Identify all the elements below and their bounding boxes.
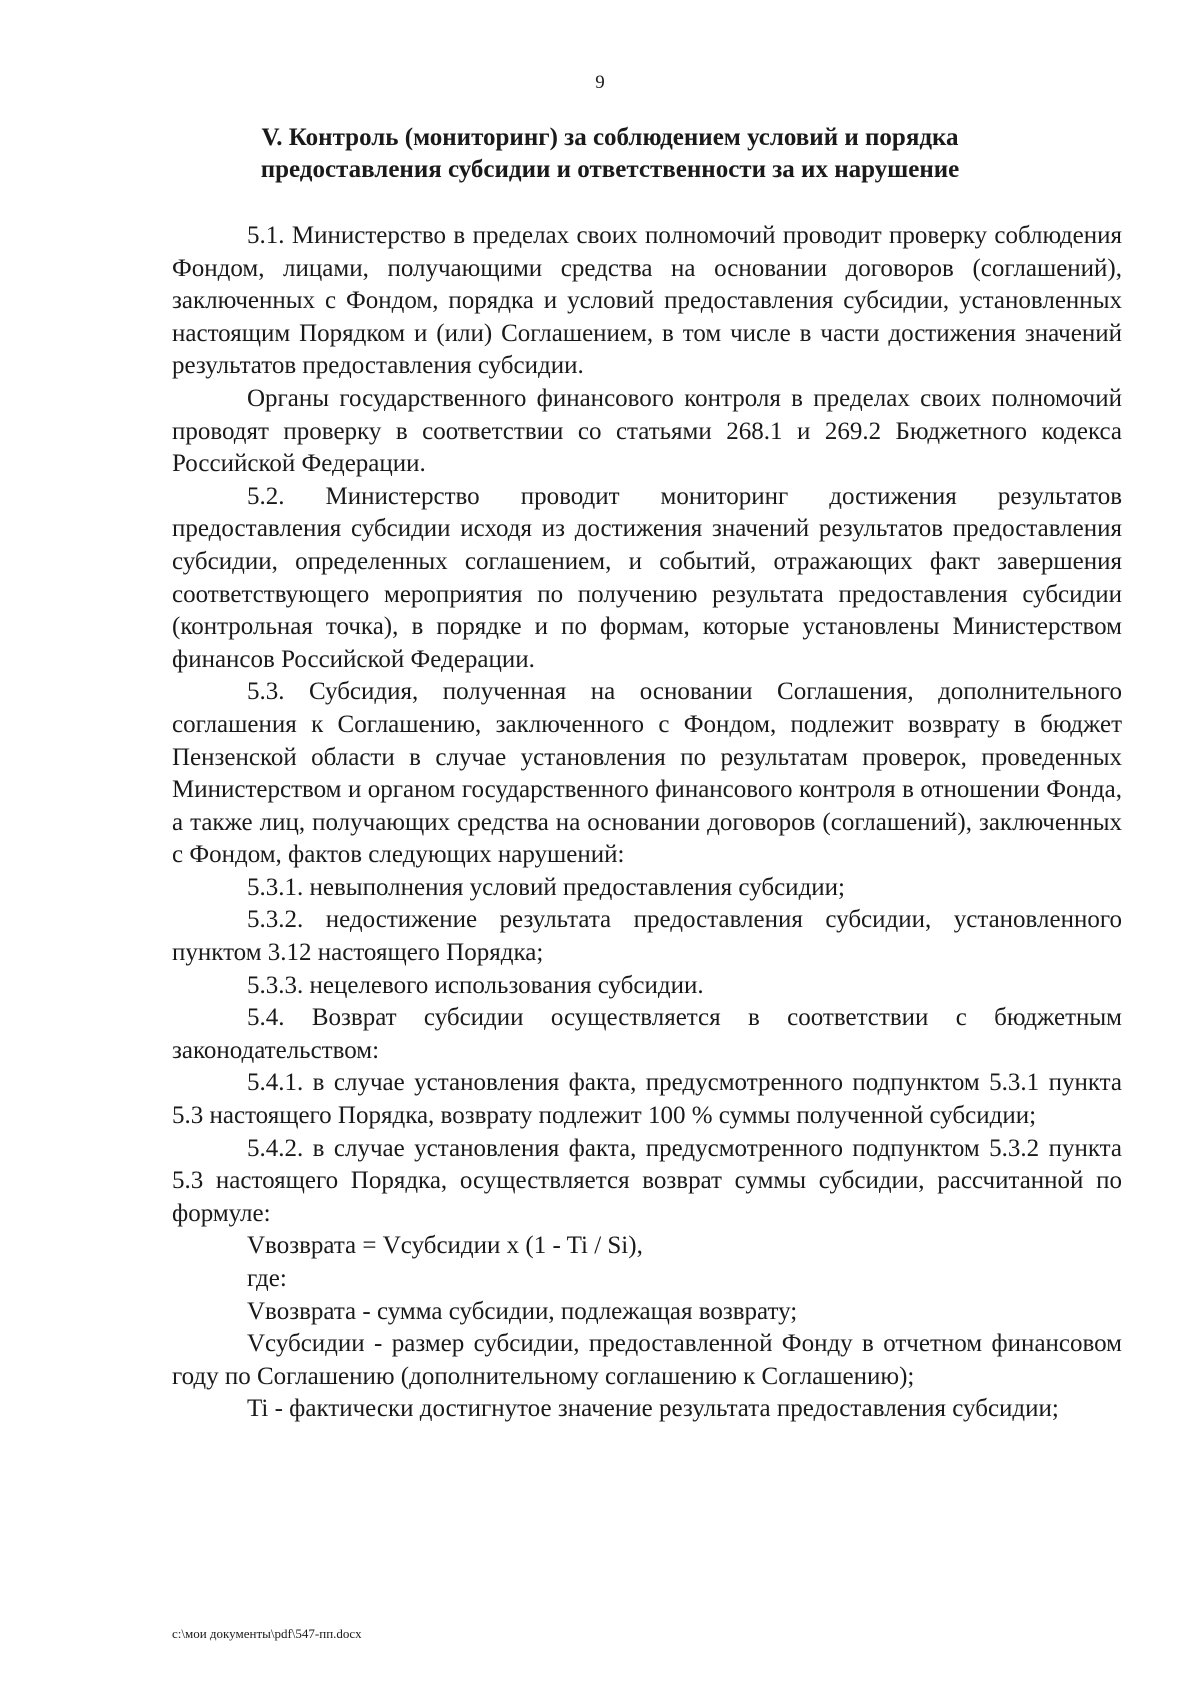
document-body bbox=[172, 220, 1122, 1426]
definition-v-subsidy: Vсубсидии - размер субсидии, предоставленной Фонду в отчетном финансовом году по Соглашению (дополнительному соглашению к Соглашению); bbox=[172, 1330, 1122, 1390]
formula-line: Vвозврата = Vсубсидии x (1 - Ti / Si), bbox=[247, 1232, 643, 1260]
section-title-line-1: V. Контроль (мониторинг) за соблюдением условий и порядка bbox=[261, 124, 959, 151]
page-number: 9 bbox=[595, 72, 605, 93]
footer-file-path: c:\мои документы\pdf\547-пп.docx bbox=[172, 1626, 362, 1641]
paragraph-5-3-3: 5.3.3. нецелевого использования субсидии. bbox=[247, 971, 704, 999]
paragraph-5-3-1: 5.3.1. невыполнения условий предоставления субсидии; bbox=[247, 873, 845, 901]
paragraph-control-bodies: Органы государственного финансового контроля в пределах своих полномочий проводят проверку в соответствии со статьями 268.1 и 269.2 Бюджетного кодекса Российской Федерации. bbox=[172, 384, 1122, 478]
definition-ti: Ti - фактически достигнутое значение результата предоставления субсидии; bbox=[247, 1395, 1059, 1423]
paragraph-5-1: 5.1. Министерство в пределах своих полномочий проводит проверку соблюдения Фондом, лицами, получающими средства на основании договоров (соглашений), заключенных с Фондом, порядка и условий предоставления субсидии, установленных настоящим Порядком и (или) Соглашением, в том числе в части достижения значений результатов предоставления субсидии. bbox=[172, 222, 1122, 380]
paragraph-5-2: 5.2. Министерство проводит мониторинг достижения результатов предоставления субсидии исходя из достижения значений результатов предоставления субсидии, определенных соглашением, и событий, отражающих факт завершения соответствующего мероприятия по получению результата предоставления субсидии (контрольная точка), в порядке и по формам, которые установлены Министерством финансов Российской Федерации. bbox=[172, 482, 1122, 673]
definition-v-return: Vвозврата - сумма субсидии, подлежащая возврату; bbox=[247, 1297, 798, 1325]
paragraph-5-3-2: 5.3.2. недостижение результата предоставления субсидии, установленного пунктом 3.12 настоящего Порядка; bbox=[172, 906, 1122, 967]
formula-where: где: bbox=[247, 1265, 287, 1292]
section-title-line-2: предоставления субсидии и ответственности за их нарушение bbox=[260, 156, 960, 183]
paragraph-5-3: 5.3. Субсидия, полученная на основании Соглашения, дополнительного соглашения к Соглашению, заключенного с Фондом, подлежит возврату в бюджет Пензенской области в случае установления по результатам проверок, проведенных Министерством и органом государственного финансового контроля в отношении Фонда, а также лиц, получающих средства на основании договоров (соглашений), заключенных с Фондом, фактов следующих нарушений: bbox=[172, 678, 1122, 869]
section-title bbox=[170, 122, 1050, 186]
paragraph-5-4-1: 5.4.1. в случае установления факта, предусмотренного подпунктом 5.3.1 пункта 5.3 настоящего Порядка, возврату подлежит 100 % суммы полученной субсидии; bbox=[172, 1069, 1122, 1130]
paragraph-5-4-2: 5.4.2. в случае установления факта, предусмотренного подпунктом 5.3.2 пункта 5.3 настоящего Порядка, осуществляется возврат суммы субсидии, рассчитанной по формуле: bbox=[172, 1134, 1122, 1227]
paragraph-5-4: 5.4. Возврат субсидии осуществляется в соответствии с бюджетным законодательством: bbox=[172, 1004, 1122, 1064]
